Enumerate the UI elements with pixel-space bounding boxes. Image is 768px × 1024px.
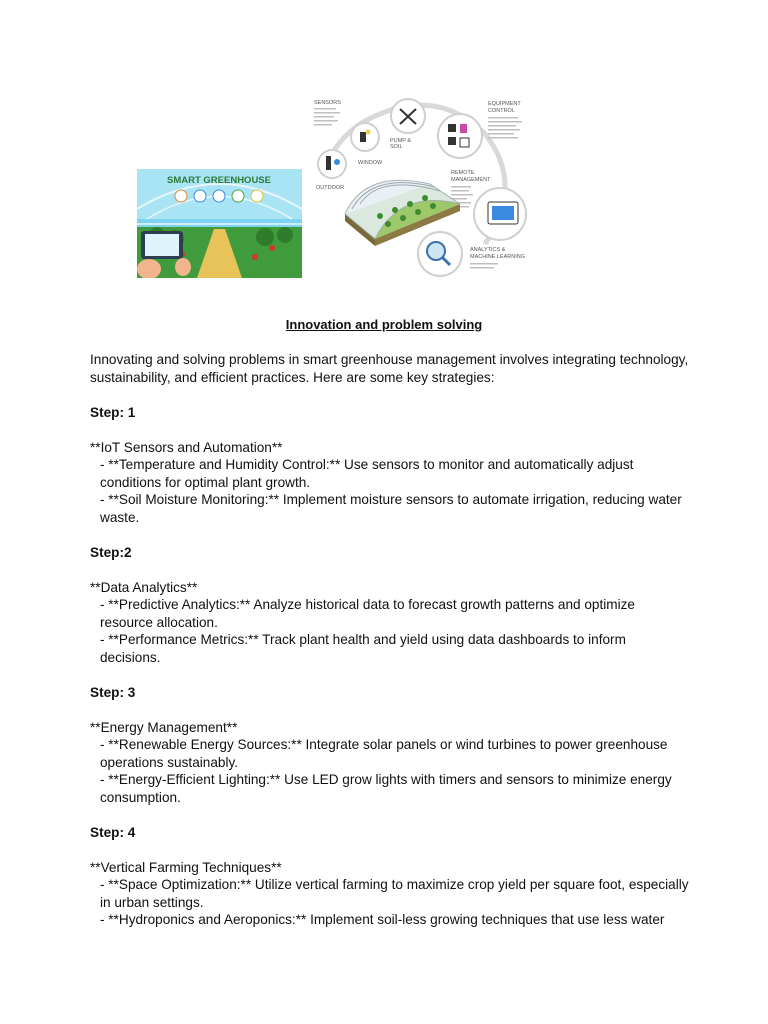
step-item: - **Soil Moisture Monitoring:** Implement moisture sensors to automate irrigation, reducing water waste.: [100, 492, 682, 525]
label-sensors: SENSORS: [314, 100, 341, 106]
label-equipment-control: EQUIPMENT: [488, 101, 521, 107]
label-remote-management: REMOTE: [451, 170, 475, 176]
step-label: Step:2: [90, 544, 132, 560]
label-window: WINDOW: [358, 160, 383, 166]
step-item: - **Space Optimization:** Utilize vertical farming to maximize crop yield per square foot, especially in urban settings.: [100, 877, 689, 910]
step-heading: **Energy Management**: [90, 719, 238, 735]
step-item: - **Performance Metrics:** Track plant health and yield using data dashboards to inform decisions.: [100, 632, 626, 665]
label-remote-management-2: MANAGEMENT: [451, 177, 491, 183]
step-item: - **Predictive Analytics:** Analyze historical data to forecast growth patterns and optimize resource allocation.: [100, 597, 635, 630]
step-item: - **Hydroponics and Aeroponics:** Implement soil-less growing techniques that use less water: [100, 912, 665, 927]
label-analytics: ANALYTICS &: [470, 247, 506, 253]
label-equipment-control-2: CONTROL: [488, 108, 515, 114]
banner-title: SMART GREENHOUSE: [167, 175, 271, 186]
step-label: Step: 1: [90, 404, 136, 420]
step-label: Step: 3: [90, 684, 136, 700]
step-item: - **Energy-Efficient Lighting:** Use LED grow lights with timers and sensors to minimize energy consumption.: [100, 772, 672, 805]
step-label: Step: 4: [90, 824, 136, 840]
step-heading: **Vertical Farming Techniques**: [90, 859, 282, 875]
step-item: - **Renewable Energy Sources:** Integrate solar panels or wind turbines to power greenhouse operations sustainably.: [100, 737, 668, 770]
label-pump-2: SOIL: [390, 144, 403, 150]
step-heading: **IoT Sensors and Automation**: [90, 439, 283, 455]
step-heading: **Data Analytics**: [90, 579, 198, 595]
document-title: Innovation and problem solving: [285, 317, 483, 332]
label-pump: PUMP &: [390, 138, 411, 144]
smart-greenhouse-image: [137, 169, 302, 278]
step-item: - **Temperature and Humidity Control:** Use sensors to monitor and automatically adjust conditions for optimal plant growth.: [100, 457, 634, 490]
label-outdoor: OUTDOOR: [316, 185, 345, 191]
document-body: [90, 351, 690, 929]
intro-paragraph: Innovating and solving problems in smart greenhouse management involves integrating technology, sustainability, and efficient practices. Here are some key strategies:: [90, 352, 689, 385]
greenhouse-system-diagram: [310, 94, 535, 280]
label-analytics-2: MACHINE LEARNING: [470, 254, 526, 260]
